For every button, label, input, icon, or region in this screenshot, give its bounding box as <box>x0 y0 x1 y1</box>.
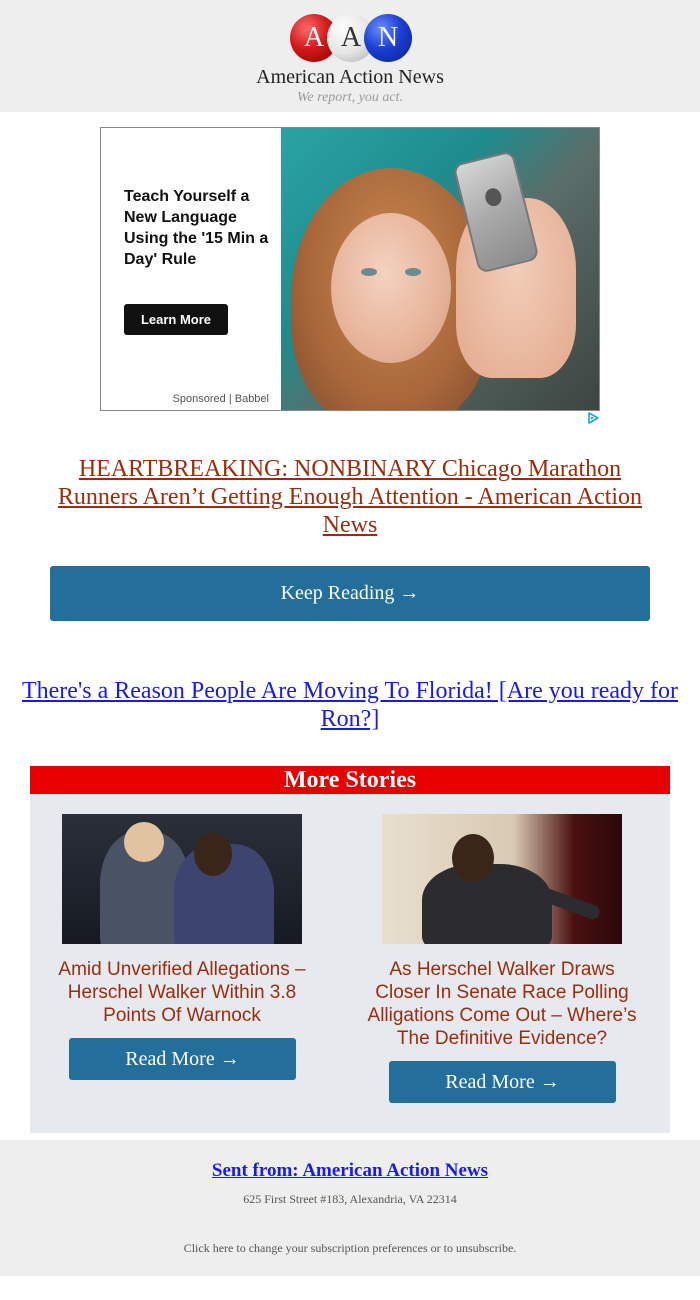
story-image-trump-walker[interactable] <box>62 814 302 944</box>
more-stories-section <box>30 766 670 1133</box>
article-headline-link[interactable]: HEARTBREAKING: NONBINARY Chicago Marathon Runners Aren’t Getting Enough Attention - American Action News <box>57 456 643 538</box>
photo-figure-head <box>452 834 494 882</box>
logo-letter-a-2: A <box>327 14 375 62</box>
ad-headline: Teach Yourself a New Language Using the '15 Min a Day' Rule <box>124 188 269 268</box>
unsubscribe-link[interactable]: Click here to change your subscription preferences or to unsubscribe. <box>183 1241 517 1255</box>
aan-logo[interactable] <box>290 14 412 62</box>
photo-figure-head <box>194 832 232 876</box>
tagline: We report, you act. <box>297 90 403 105</box>
more-stories-header: More Stories <box>30 766 670 794</box>
read-more-button[interactable]: Read More → <box>389 1061 616 1103</box>
story-image-walker-speaking[interactable] <box>382 814 622 944</box>
ad-sponsor-label: Sponsored | Babbel <box>172 393 269 405</box>
florida-promo-link[interactable]: There's a Reason People Are Moving To Florida! [Are you ready for Ron?] <box>21 678 679 732</box>
ad-learn-more-button[interactable]: Learn More <box>124 304 228 335</box>
photo-figure-head <box>124 822 164 862</box>
ad-photo-woman-with-phone[interactable] <box>281 128 600 410</box>
email-header <box>0 0 700 112</box>
story-title-link[interactable]: As Herschel Walker Draws Closer In Senate Race Polling Alligations Come Out – Where’s The Definitive Evidence? <box>367 959 637 1049</box>
photo-eye <box>405 268 421 276</box>
sponsored-ad[interactable] <box>100 127 600 411</box>
apple-logo-icon <box>483 187 503 208</box>
site-name: American Action News <box>256 66 444 88</box>
email-footer <box>0 1140 700 1276</box>
logo-letter-a: A <box>290 14 338 62</box>
read-more-button[interactable]: Read More → <box>69 1038 296 1080</box>
logo-letter-n: N <box>364 14 412 62</box>
photo-eye <box>361 268 377 276</box>
keep-reading-button[interactable]: Keep Reading → <box>50 566 650 621</box>
photo-face <box>331 213 451 363</box>
photo-figure <box>422 864 552 944</box>
ad-text-panel <box>101 128 281 410</box>
story-title-link[interactable]: Amid Unverified Allegations – Herschel Walker Within 3.8 Points Of Warnock <box>58 959 306 1026</box>
footer-address: 625 First Street #183, Alexandria, VA 22314 <box>243 1192 457 1206</box>
sent-from-link[interactable]: Sent from: American Action News <box>211 1160 489 1181</box>
adchoices-icon[interactable] <box>586 411 600 425</box>
